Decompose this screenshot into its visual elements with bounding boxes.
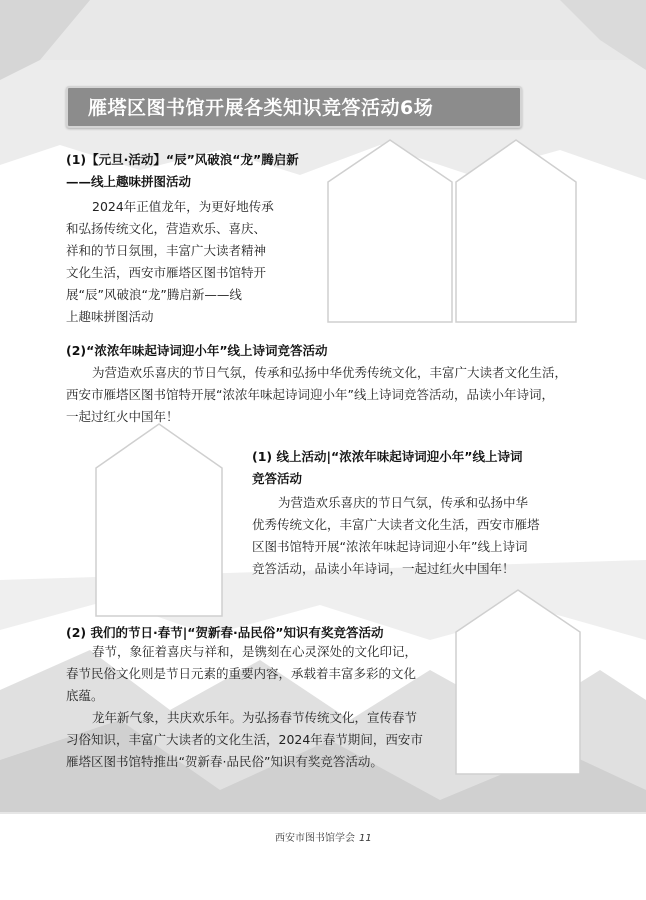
page-number: 11 — [359, 833, 372, 844]
section1-heading-line2: ——线上趣味拼图活动 — [66, 174, 192, 189]
section3-heading: (2) 我们的节日·春节|“贺新春·品民俗”知识有奖竞答活动 — [66, 625, 384, 640]
section2-body-line: 一起过红火中国年！ — [66, 409, 179, 424]
section3-body-line: 龙年新气象，共庆欢乐年。为弘扬春节传统文化，宣传春节 — [92, 710, 418, 725]
title-banner — [66, 86, 522, 128]
section3-body-line: 春节民俗文化则是节日元素的重要内容，承载着丰富多彩的文化 — [66, 666, 417, 681]
page-title: 雁塔区图书馆开展各类知识竞答活动6场 — [88, 97, 434, 119]
section2-body — [66, 362, 586, 428]
page-footer — [275, 829, 372, 844]
section2-sub-heading-line2: 竞答活动 — [252, 471, 303, 486]
section3-body1 — [66, 641, 446, 773]
poster-frame-3 — [94, 422, 224, 618]
section2-sub-body-line: 区图书馆特开展“浓浓年味起诗词迎小年”线上诗词 — [252, 539, 528, 554]
section1-body-line: 2024年正值龙年，为更好地传承 — [92, 199, 274, 214]
section2-body-line: 为营造欢乐喜庆的节日气氛，传承和弘扬中华优秀传统文化，丰富广大读者文化生活， — [92, 365, 568, 380]
section2-sub-heading-line1: (1) 线上活动|“浓浓年味起诗词迎小年”线上诗词 — [252, 449, 523, 464]
poster-frame-2 — [454, 138, 578, 324]
footer-text: 西安市图书馆学会 — [275, 833, 355, 844]
section2-body-line: 西安市雁塔区图书馆特开展“浓浓年味起诗词迎小年”线上诗词竞答活动，品读小年诗词， — [66, 387, 554, 402]
section2-sub-body-line: 竞答活动，品读小年诗词，一起过红火中国年！ — [252, 561, 515, 576]
section1-body-line: 上趣味拼图活动 — [66, 309, 154, 324]
section3-body-line: 习俗知识，丰富广大读者的文化生活，2024年春节期间，西安市 — [66, 732, 423, 747]
section1-heading-line1: (1)【元旦·活动】“辰”风破浪“龙”腾启新 — [66, 152, 299, 167]
poster-frame-1 — [326, 138, 454, 324]
poster-frame-4 — [454, 588, 582, 776]
section3-body-line: 雁塔区图书馆特推出“贺新春·品民俗”知识有奖竞答活动。 — [66, 754, 383, 769]
section1-body-line: 祥和的节日氛围，丰富广大读者精神 — [66, 243, 267, 258]
section1-body — [66, 196, 306, 328]
section1-body-line: 和弘扬传统文化，营造欢乐、喜庆、 — [66, 221, 267, 236]
section2-heading: (2)“浓浓年味起诗词迎小年”线上诗词竞答活动 — [66, 343, 328, 358]
section3-body-line: 底蕴。 — [66, 688, 104, 703]
section2-sub-body-line: 优秀传统文化，丰富广大读者文化生活，西安市雁塔 — [252, 517, 540, 532]
section2-sub-body-line: 为营造欢乐喜庆的节日气氛，传承和弘扬中华 — [278, 495, 529, 510]
section2-sub-body — [252, 492, 582, 580]
section3-body-line: 春节，象征着喜庆与祥和，是镌刻在心灵深处的文化印记， — [92, 644, 418, 659]
section1-body-line: 文化生活，西安市雁塔区图书馆特开 — [66, 265, 267, 280]
section1-body-line: 展“辰”风破浪“龙”腾启新——线 — [66, 287, 242, 302]
